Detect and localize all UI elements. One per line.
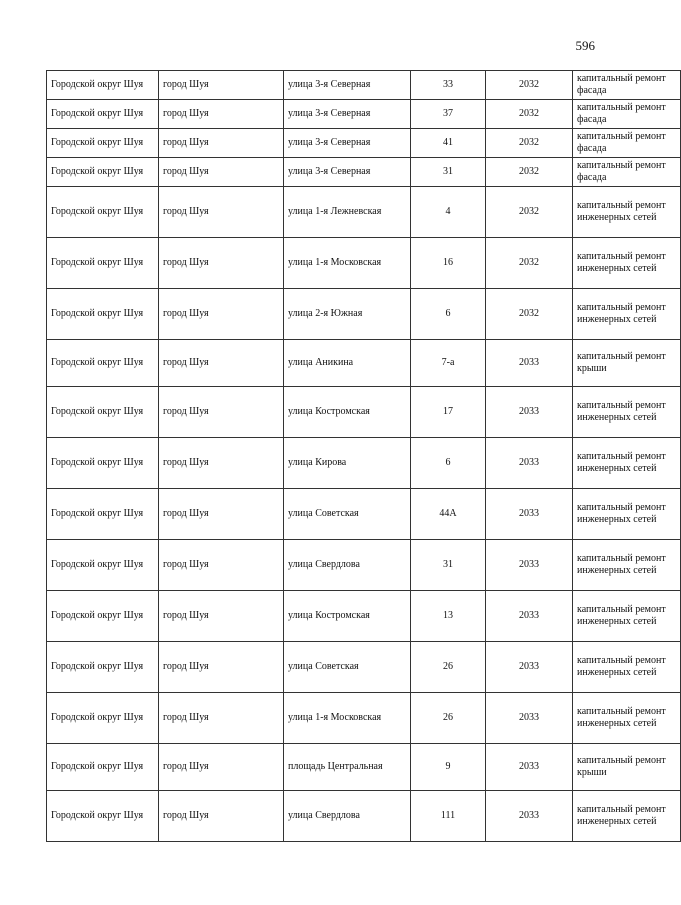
year-cell: 2032 <box>486 238 573 289</box>
work-type-cell: капитальный ремонт инженерных сетей <box>573 289 681 340</box>
city-cell: город Шуя <box>159 289 284 340</box>
table-row <box>47 158 681 187</box>
registry-table <box>46 70 681 842</box>
municipality-cell: Городской округ Шуя <box>47 489 159 540</box>
municipality-cell: Городской округ Шуя <box>47 591 159 642</box>
street-cell: улица 1-я Московская <box>284 693 411 744</box>
municipality-cell: Городской округ Шуя <box>47 71 159 100</box>
house-cell: 33 <box>411 71 486 100</box>
city-cell: город Шуя <box>159 744 284 791</box>
work-type-cell: капитальный ремонт инженерных сетей <box>573 187 681 238</box>
municipality-cell: Городской округ Шуя <box>47 540 159 591</box>
city-cell: город Шуя <box>159 693 284 744</box>
work-type-cell: капитальный ремонт фасада <box>573 158 681 187</box>
work-type-cell: капитальный ремонт инженерных сетей <box>573 438 681 489</box>
work-type-cell: капитальный ремонт фасада <box>573 129 681 158</box>
work-type-cell: капитальный ремонт инженерных сетей <box>573 387 681 438</box>
year-cell: 2033 <box>486 489 573 540</box>
street-cell: улица Костромская <box>284 591 411 642</box>
municipality-cell: Городской округ Шуя <box>47 289 159 340</box>
work-type-cell: капитальный ремонт крыши <box>573 340 681 387</box>
table-row <box>47 71 681 100</box>
municipality-cell: Городской округ Шуя <box>47 100 159 129</box>
municipality-cell: Городской округ Шуя <box>47 158 159 187</box>
street-cell: улица Костромская <box>284 387 411 438</box>
house-cell: 13 <box>411 591 486 642</box>
year-cell: 2033 <box>486 591 573 642</box>
year-cell: 2033 <box>486 642 573 693</box>
street-cell: площадь Центральная <box>284 744 411 791</box>
municipality-cell: Городской округ Шуя <box>47 438 159 489</box>
year-cell: 2032 <box>486 71 573 100</box>
year-cell: 2032 <box>486 158 573 187</box>
table-row <box>47 591 681 642</box>
table-row <box>47 438 681 489</box>
table-row <box>47 387 681 438</box>
year-cell: 2033 <box>486 387 573 438</box>
table-row <box>47 187 681 238</box>
house-cell: 6 <box>411 438 486 489</box>
municipality-cell: Городской округ Шуя <box>47 129 159 158</box>
municipality-cell: Городской округ Шуя <box>47 642 159 693</box>
street-cell: улица Советская <box>284 642 411 693</box>
city-cell: город Шуя <box>159 158 284 187</box>
work-type-cell: капитальный ремонт инженерных сетей <box>573 591 681 642</box>
street-cell: улица 1-я Московская <box>284 238 411 289</box>
city-cell: город Шуя <box>159 238 284 289</box>
work-type-cell: капитальный ремонт фасада <box>573 71 681 100</box>
street-cell: улица 3-я Северная <box>284 129 411 158</box>
city-cell: город Шуя <box>159 129 284 158</box>
house-cell: 9 <box>411 744 486 791</box>
house-cell: 6 <box>411 289 486 340</box>
year-cell: 2033 <box>486 791 573 842</box>
year-cell: 2032 <box>486 100 573 129</box>
table-row <box>47 693 681 744</box>
page-number: 596 <box>575 38 595 53</box>
table-row <box>47 744 681 791</box>
street-cell: улица 3-я Северная <box>284 100 411 129</box>
municipality-cell: Городской округ Шуя <box>47 791 159 842</box>
municipality-cell: Городской округ Шуя <box>47 238 159 289</box>
house-cell: 4 <box>411 187 486 238</box>
table-row <box>47 100 681 129</box>
municipality-cell: Городской округ Шуя <box>47 693 159 744</box>
street-cell: улица 3-я Северная <box>284 158 411 187</box>
city-cell: город Шуя <box>159 387 284 438</box>
house-cell: 26 <box>411 693 486 744</box>
house-cell: 7-а <box>411 340 486 387</box>
year-cell: 2032 <box>486 289 573 340</box>
work-type-cell: капитальный ремонт инженерных сетей <box>573 791 681 842</box>
year-cell: 2033 <box>486 438 573 489</box>
table-row <box>47 642 681 693</box>
city-cell: город Шуя <box>159 791 284 842</box>
table-row <box>47 238 681 289</box>
house-cell: 16 <box>411 238 486 289</box>
year-cell: 2032 <box>486 187 573 238</box>
house-cell: 17 <box>411 387 486 438</box>
city-cell: город Шуя <box>159 591 284 642</box>
street-cell: улица Свердлова <box>284 540 411 591</box>
table-row <box>47 791 681 842</box>
city-cell: город Шуя <box>159 438 284 489</box>
city-cell: город Шуя <box>159 540 284 591</box>
year-cell: 2033 <box>486 744 573 791</box>
house-cell: 31 <box>411 540 486 591</box>
house-cell: 44А <box>411 489 486 540</box>
table-row <box>47 489 681 540</box>
municipality-cell: Городской округ Шуя <box>47 744 159 791</box>
city-cell: город Шуя <box>159 340 284 387</box>
municipality-cell: Городской округ Шуя <box>47 187 159 238</box>
street-cell: улица Кирова <box>284 438 411 489</box>
city-cell: город Шуя <box>159 489 284 540</box>
work-type-cell: капитальный ремонт инженерных сетей <box>573 238 681 289</box>
house-cell: 37 <box>411 100 486 129</box>
street-cell: улица Советская <box>284 489 411 540</box>
house-cell: 41 <box>411 129 486 158</box>
year-cell: 2032 <box>486 129 573 158</box>
work-type-cell: капитальный ремонт инженерных сетей <box>573 540 681 591</box>
table-row <box>47 540 681 591</box>
house-cell: 111 <box>411 791 486 842</box>
year-cell: 2033 <box>486 340 573 387</box>
work-type-cell: капитальный ремонт фасада <box>573 100 681 129</box>
house-cell: 31 <box>411 158 486 187</box>
year-cell: 2033 <box>486 693 573 744</box>
work-type-cell: капитальный ремонт крыши <box>573 744 681 791</box>
table-row <box>47 340 681 387</box>
work-type-cell: капитальный ремонт инженерных сетей <box>573 693 681 744</box>
street-cell: улица 2-я Южная <box>284 289 411 340</box>
street-cell: улица 3-я Северная <box>284 71 411 100</box>
city-cell: город Шуя <box>159 71 284 100</box>
street-cell: улица Свердлова <box>284 791 411 842</box>
street-cell: улица 1-я Лежневская <box>284 187 411 238</box>
table-row <box>47 129 681 158</box>
street-cell: улица Аникина <box>284 340 411 387</box>
work-type-cell: капитальный ремонт инженерных сетей <box>573 642 681 693</box>
year-cell: 2033 <box>486 540 573 591</box>
city-cell: город Шуя <box>159 642 284 693</box>
work-type-cell: капитальный ремонт инженерных сетей <box>573 489 681 540</box>
municipality-cell: Городской округ Шуя <box>47 340 159 387</box>
city-cell: город Шуя <box>159 187 284 238</box>
city-cell: город Шуя <box>159 100 284 129</box>
table-row <box>47 289 681 340</box>
municipality-cell: Городской округ Шуя <box>47 387 159 438</box>
house-cell: 26 <box>411 642 486 693</box>
